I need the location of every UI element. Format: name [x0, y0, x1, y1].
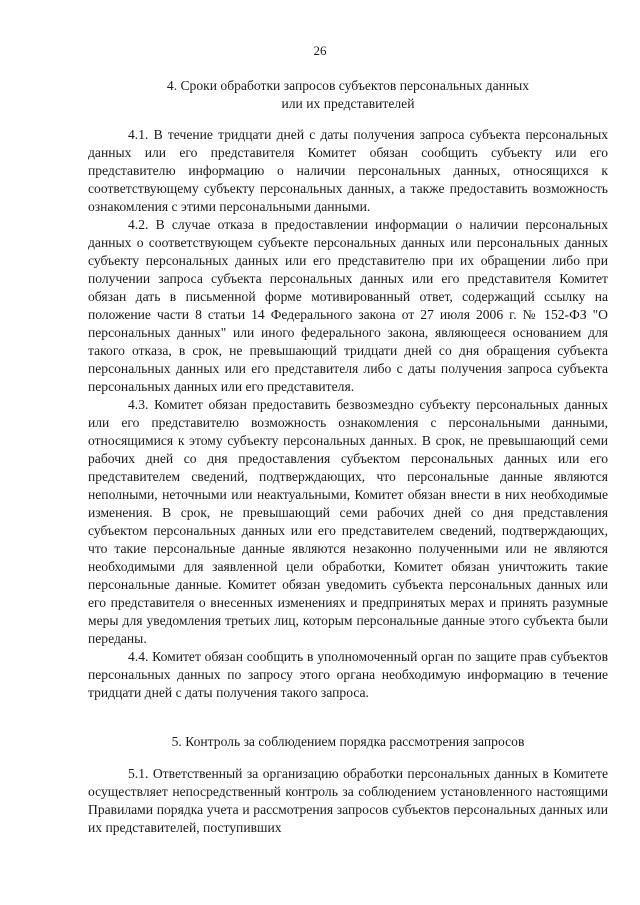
paragraph-4-2: 4.2. В случае отказа в предоставлении информации о наличии персональных данных о соответствующем субъекте персональных данных или персональных данных субъекту персональных данных или его представителю при их обращении либо при получении запроса субъекта персональных данных или его представителя Комитет обязан дать в письменной форме мотивированный ответ, содержащий ссылку на положение части 8 статьи 14 Федерального закона от 27 июля 2006 г. № 152-ФЗ "О персональных данных" или иного федерального закона, являющееся основанием для такого отказа, в срок, не превышающий тридцати дней со дня обращения субъекта персональных данных или его представителя либо с даты получения запроса субъекта персональных данных или его представителя.	[88, 217, 608, 394]
section-4-body	[88, 126, 608, 702]
section-4-heading-line-1: 4. Сроки обработки запросов субъектов персональных данных	[166, 78, 530, 93]
page-number: 26	[313, 43, 327, 58]
section-5-body	[88, 765, 608, 837]
paragraph-4-3: 4.3. Комитет обязан предоставить безвозмездно субъекту персональных данных или его представителю возможность ознакомления с персональными данными, относящимися к этому субъекту персональных данных. В срок, не превышающий семи рабочих дней со дня предоставления субъектом персональных данных или его представителем сведений, подтверждающих, что персональные данные являются неполными, неточными или неактуальными, Комитет обязан внести в них необходимые изменения. В срок, не превышающий семи рабочих дней со дня представления субъектом персональных данных или его представителем сведений, подтверждающих, что такие персональные данные являются незаконно полученными или не являются необходимыми для заявленной цели обработки, Комитет обязан уничтожить такие персональные данные. Комитет обязан уведомить субъекта персональных данных или его представителя о внесенных изменениях и предпринятых мерах и принять разумные меры для уведомления третьих лиц, которым персональные данные этого субъекта были переданы.	[88, 397, 608, 646]
paragraph-4-1: 4.1. В течение тридцати дней с даты получения запроса субъекта персональных данных или его представителя Комитет обязан сообщить субъекту или его представителю информацию о наличии персональных данных, относящихся к соответствующему субъекту персональных данных, а также предоставить возможность ознакомления с этими персональными данными.	[88, 127, 608, 214]
paragraph-5-1: 5.1. Ответственный за организацию обработки персональных данных в Комитете осуществляет непосредственный контроль за соблюдением установленного настоящими Правилами порядка учета и рассмотрения запросов субъектов персональных данных или их представителей, поступивших	[88, 766, 608, 835]
section-5-heading-line-1: 5. Контроль за соблюдением порядка рассмотрения запросов	[171, 734, 525, 749]
section-4-heading	[88, 77, 608, 113]
section-5-heading	[88, 733, 608, 751]
section-4-heading-line-2: или их представителей	[281, 96, 415, 111]
paragraph-4-4: 4.4. Комитет обязан сообщить в уполномоченный орган по защите прав субъектов персональных данных по запросу этого органа необходимую информацию в течение тридцати дней с даты получения такого запроса.	[88, 649, 608, 700]
